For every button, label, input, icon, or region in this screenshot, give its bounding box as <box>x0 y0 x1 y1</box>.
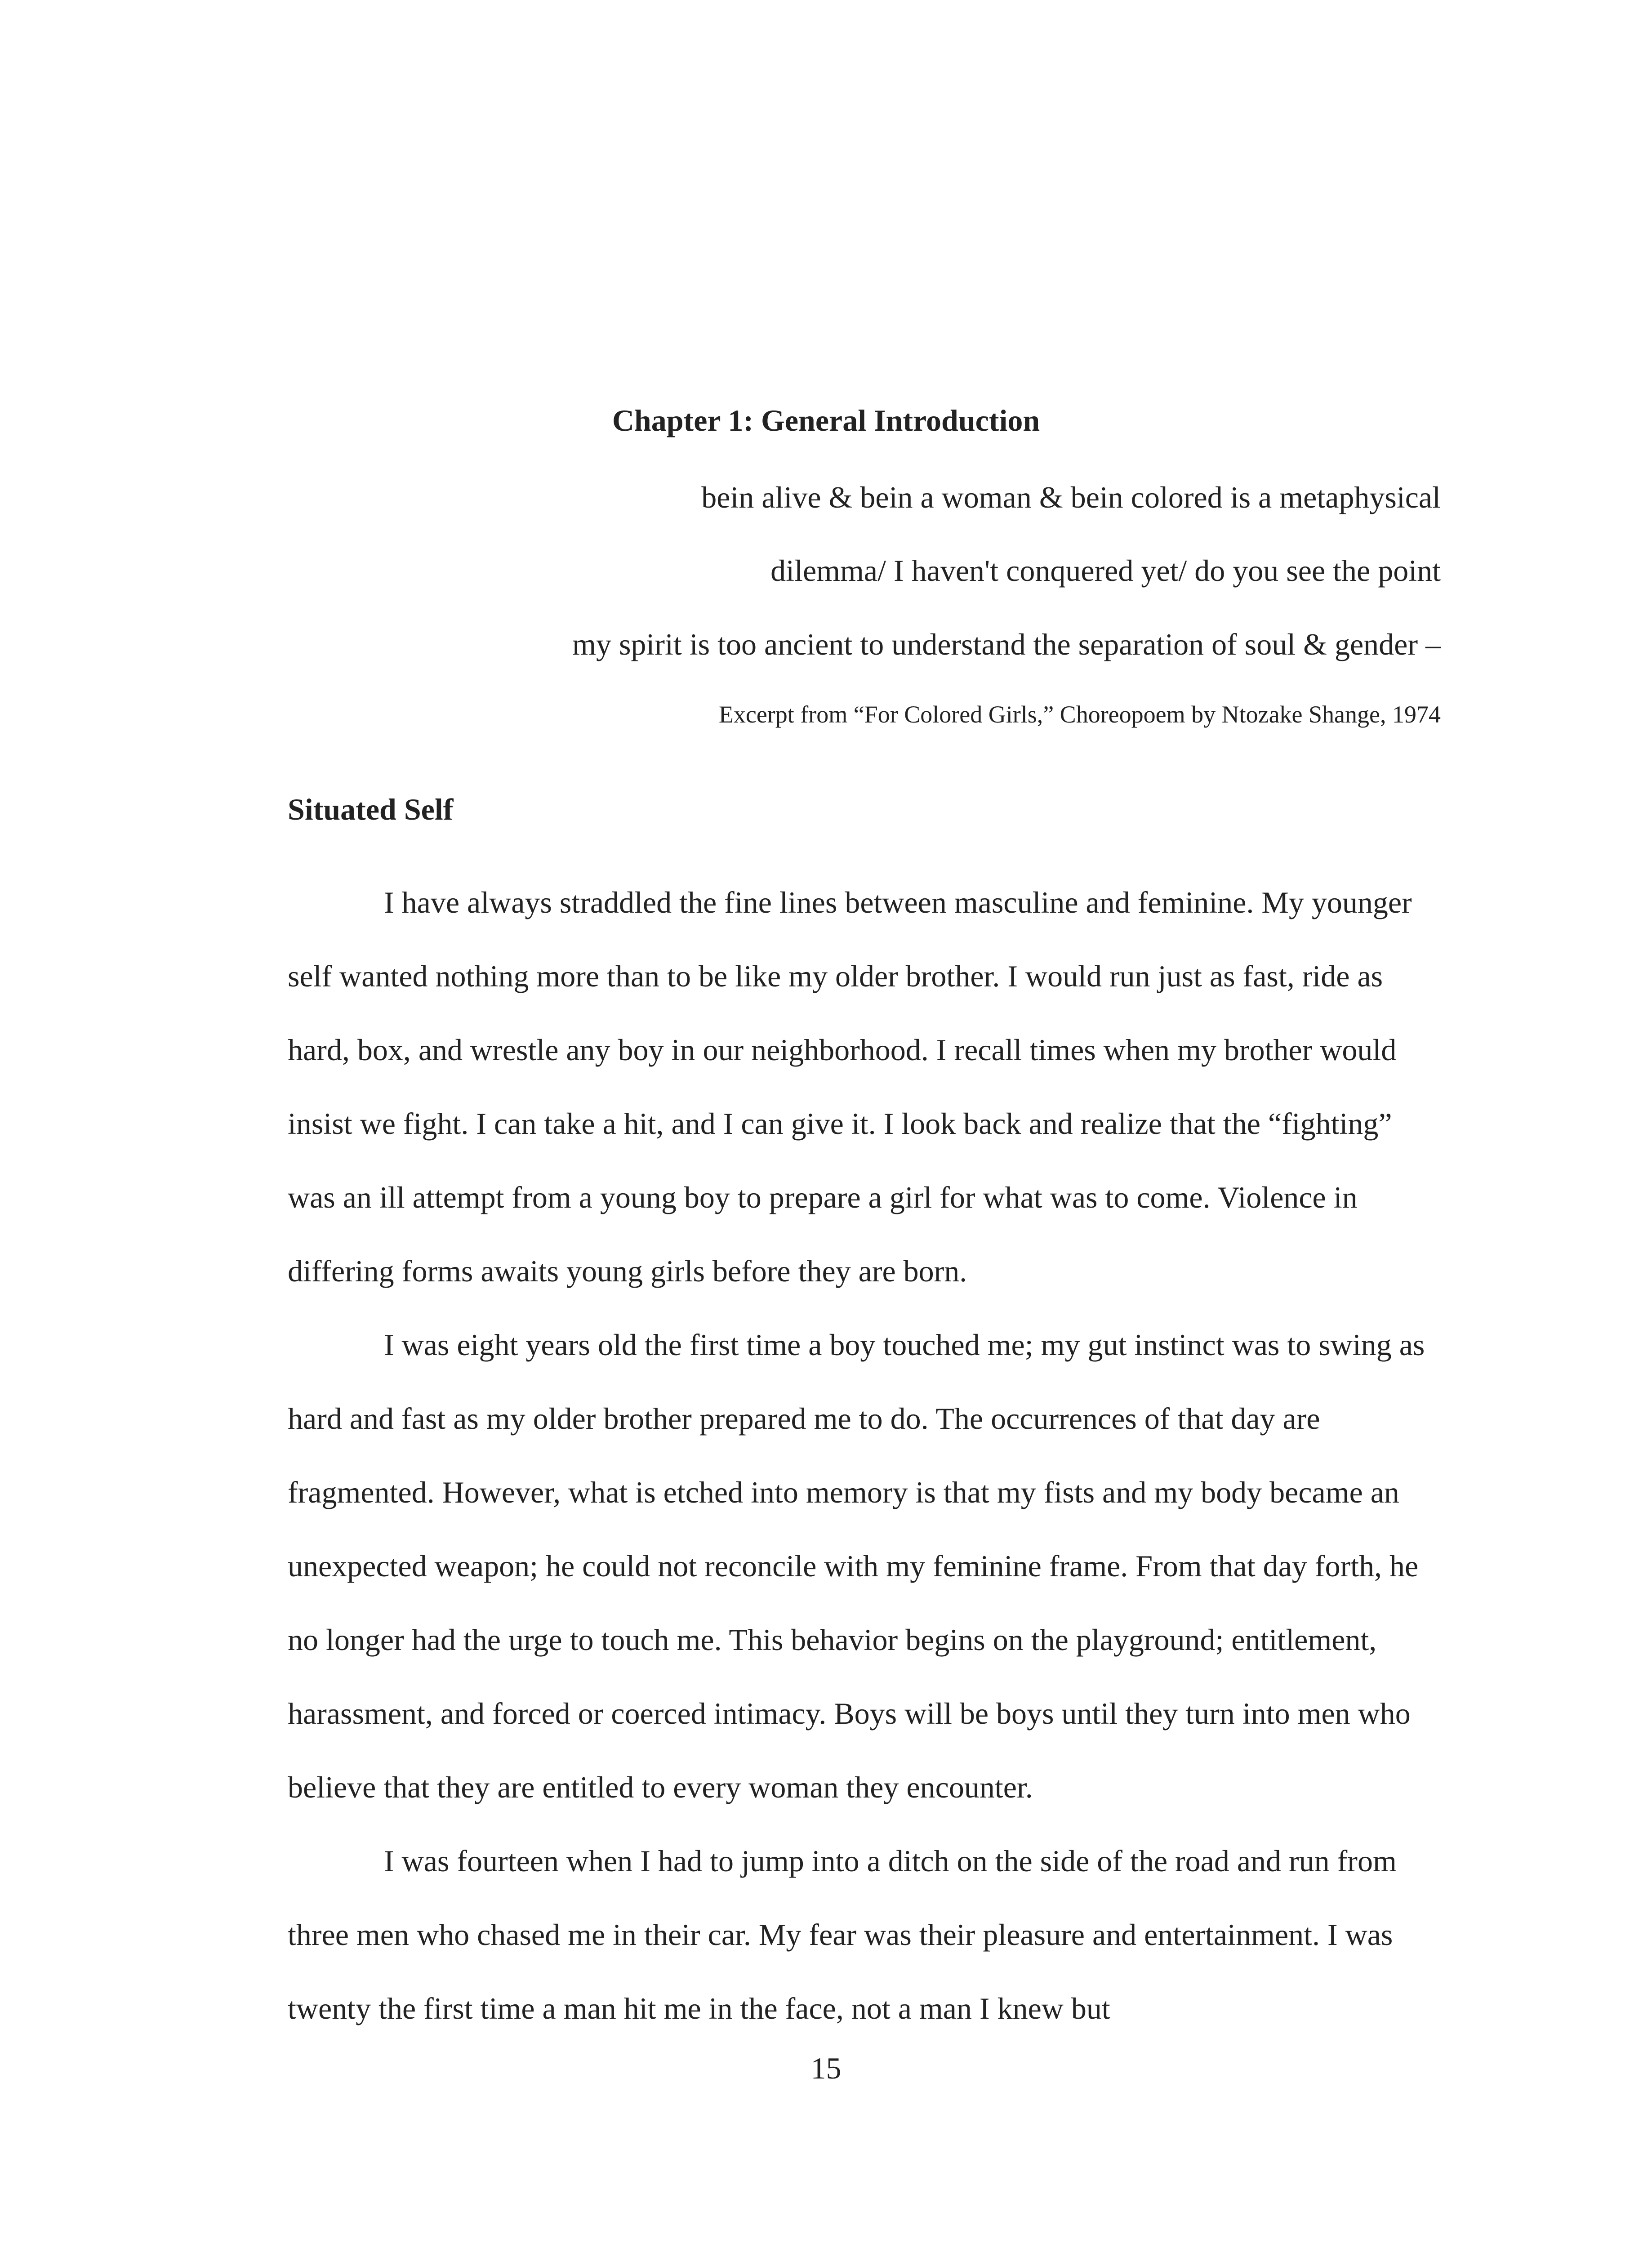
section-heading: Situated Self <box>288 792 454 826</box>
body-paragraph: I was fourteen when I had to jump into a ditch on the side of the road and run from three men who chased me in their car. My fear was their pleasure and entertainment. I was twenty the first time a man hit me in the face, not a man I knew but <box>288 1844 1397 2025</box>
body-paragraph: I was eight years old the first time a boy touched me; my gut instinct was to swing as hard and fast as my older brother prepared me to do. The occurrences of that day are fragmented. However, what is etched into memory is that my fists and my body became an unexpected weapon; he could not reconcile with my feminine frame. From that day forth, he no longer had the urge to touch me. This behavior begins on the playground; entitlement, harassment, and forced or coerced intimacy. Boys will be boys until they turn into men who believe that they are entitled to every woman they encounter. <box>288 1328 1425 1804</box>
epigraph-citation: Excerpt from “For Colored Girls,” Choreopoem by Ntozake Shange, 1974 <box>718 701 1441 728</box>
epigraph-line: my spirit is too ancient to understand the separation of soul & gender – <box>572 627 1441 661</box>
epigraph-line: bein alive & bein a woman & bein colored is a metaphysical <box>701 480 1441 514</box>
body-text <box>288 865 1443 2045</box>
epigraph-line: dilemma/ I haven't conquered yet/ do you see the point <box>770 553 1441 588</box>
chapter-title: Chapter 1: General Introduction <box>612 403 1040 437</box>
page-number: 15 <box>810 2051 842 2085</box>
body-paragraph: I have always straddled the fine lines between masculine and feminine. My younger self wanted nothing more than to be like my older brother. I would run just as fast, ride as hard, box, and wrestle any boy in our neighborhood. I recall times when my brother would insist we fight. I can take a hit, and I can give it. I look back and realize that the “fighting” was an ill attempt from a young boy to prepare a girl for what was to come. Violence in differing forms awaits young girls before they are born. <box>288 885 1412 1288</box>
